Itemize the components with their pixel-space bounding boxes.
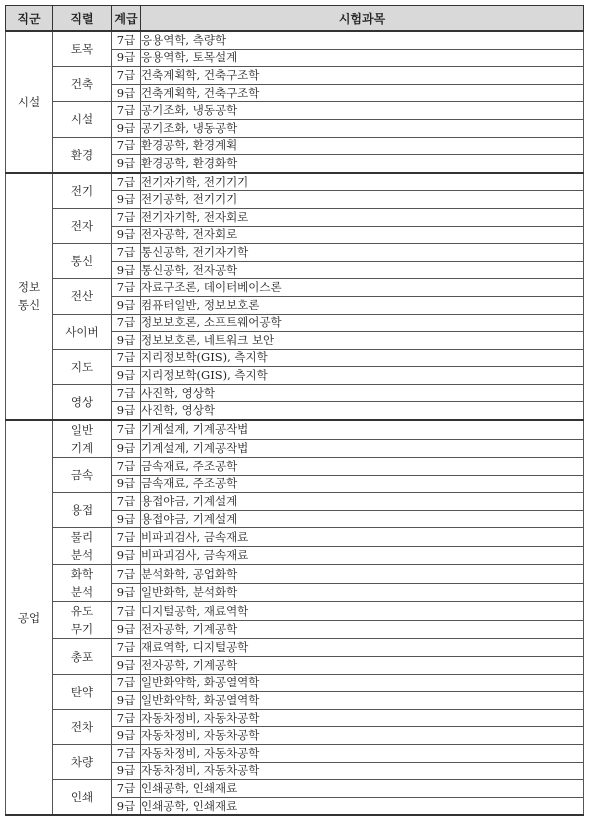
- exam-subjects-cell: 금속재료, 주조공학: [141, 475, 584, 493]
- grade-cell: 9급: [112, 261, 141, 279]
- exam-subjects-cell: 통신공학, 전자공학: [141, 261, 584, 279]
- job-series-label: 전산: [70, 289, 94, 304]
- job-series-label: 전자: [70, 219, 94, 234]
- table-row: [6, 602, 584, 621]
- table-row: [6, 780, 584, 798]
- exam-subjects-cell: 전기자기학, 전자회로: [141, 208, 584, 226]
- grade-cell: 9급: [112, 583, 141, 602]
- grade-cell: 9급: [112, 762, 141, 780]
- exam-subjects-cell: 인쇄공학, 인쇄재료: [141, 780, 584, 798]
- table-row: [6, 458, 584, 476]
- table-row: [6, 528, 584, 547]
- exam-subjects-cell: 일반화학, 분석화학: [141, 583, 584, 602]
- job-series-cell: [53, 780, 112, 816]
- exam-subjects-cell: 자동차정비, 자동차공학: [141, 727, 584, 745]
- table-body: [6, 31, 584, 815]
- exam-subjects-cell: 응용역학, 토목설계: [141, 49, 584, 67]
- grade-cell: 7급: [112, 639, 141, 657]
- exam-subjects-cell: 지리정보학(GIS), 측지학: [141, 349, 584, 367]
- grade-cell: 7급: [112, 208, 141, 226]
- exam-subjects-cell: 공기조화, 냉동공학: [141, 102, 584, 120]
- job-series-label: 용접: [70, 503, 94, 518]
- grade-cell: 9급: [112, 439, 141, 458]
- job-series-label: 분석: [70, 585, 94, 600]
- table-row: [6, 709, 584, 727]
- job-series-cell: [53, 314, 112, 349]
- grade-cell: 9급: [112, 692, 141, 710]
- exam-subjects-cell: 기계설계, 기계공작법: [141, 420, 584, 439]
- grade-cell: 9급: [112, 49, 141, 67]
- grade-cell: 7급: [112, 780, 141, 798]
- grade-cell: 7급: [112, 244, 141, 262]
- grade-cell: 9급: [112, 332, 141, 350]
- header-row: [6, 6, 584, 32]
- job-series-label: 인쇄: [70, 790, 94, 805]
- grade-cell: 7급: [112, 493, 141, 511]
- job-group-cell: [6, 173, 53, 420]
- table-row: [6, 31, 584, 49]
- grade-cell: 7급: [112, 173, 141, 191]
- job-series-label: 일반: [70, 423, 94, 438]
- grade-cell: 7급: [112, 279, 141, 297]
- grade-cell: 9급: [112, 119, 141, 137]
- job-series-cell: [53, 565, 112, 602]
- exam-subjects-cell: 건축계획학, 건축구조학: [141, 84, 584, 102]
- job-group-label: 시설: [17, 94, 41, 109]
- grade-cell: 7급: [112, 314, 141, 332]
- job-series-label: 영상: [70, 394, 94, 409]
- exam-subjects-cell: 분석화학, 공업화학: [141, 565, 584, 584]
- exam-subjects-cell: 용접야금, 기계설계: [141, 510, 584, 528]
- grade-cell: 9급: [112, 402, 141, 420]
- grade-cell: 7급: [112, 458, 141, 476]
- job-series-cell: [53, 67, 112, 102]
- job-series-cell: [53, 173, 112, 209]
- table-row: [6, 349, 584, 367]
- job-series-cell: [53, 244, 112, 279]
- exam-subjects-cell: 비파괴검사, 금속재료: [141, 528, 584, 547]
- table-row: [6, 565, 584, 584]
- table-row: [6, 639, 584, 657]
- header-exam-subjects: 시험과목: [141, 6, 584, 32]
- exam-subjects-cell: 비파괴검사, 금속재료: [141, 546, 584, 565]
- exam-subjects-cell: 전기자기학, 전기기기: [141, 173, 584, 191]
- table-row: [6, 173, 584, 191]
- exam-subjects-cell: 공기조화, 냉동공학: [141, 119, 584, 137]
- table-row: [6, 137, 584, 155]
- job-group-cell: [6, 31, 53, 173]
- exam-subjects-cell: 전자공학, 기계공학: [141, 657, 584, 675]
- grade-cell: 9급: [112, 226, 141, 244]
- grade-cell: 7급: [112, 745, 141, 763]
- exam-subjects-document: [5, 5, 584, 816]
- exam-subjects-cell: 사진학, 영상학: [141, 384, 584, 402]
- job-series-label: 차량: [70, 755, 94, 770]
- job-series-label: 사이버: [65, 324, 99, 339]
- exam-subjects-cell: 기계설계, 기계공작법: [141, 439, 584, 458]
- table-row: [6, 745, 584, 763]
- grade-cell: 9급: [112, 296, 141, 314]
- header-job-series: 직렬: [53, 6, 112, 32]
- grade-cell: 9급: [112, 620, 141, 639]
- job-series-label: 금속: [70, 468, 94, 483]
- grade-cell: 9급: [112, 657, 141, 675]
- exam-subjects-cell: 자동차정비, 자동차공학: [141, 745, 584, 763]
- job-series-label: 지도: [70, 359, 94, 374]
- exam-subjects-table: [5, 5, 584, 816]
- exam-subjects-cell: 환경공학, 환경화학: [141, 155, 584, 173]
- job-group-label: 공업: [17, 610, 41, 625]
- job-series-cell: [53, 528, 112, 565]
- exam-subjects-cell: 환경공학, 환경계획: [141, 137, 584, 155]
- job-series-cell: [53, 349, 112, 384]
- grade-cell: 9급: [112, 475, 141, 493]
- exam-subjects-cell: 응용역학, 측량학: [141, 31, 584, 49]
- header-job-group: 직군: [6, 6, 53, 32]
- grade-cell: 7급: [112, 674, 141, 692]
- job-series-cell: [53, 420, 112, 458]
- grade-cell: 9급: [112, 797, 141, 815]
- table-row: [6, 493, 584, 511]
- exam-subjects-cell: 재료역학, 디지털공학: [141, 639, 584, 657]
- grade-cell: 7급: [112, 420, 141, 439]
- job-group-label: 통신: [17, 298, 41, 313]
- job-series-label: 건축: [70, 77, 94, 92]
- job-series-label: 시설: [70, 112, 94, 127]
- table-row: [6, 102, 584, 120]
- exam-subjects-cell: 일반화약학, 화공열역학: [141, 674, 584, 692]
- job-series-label: 환경: [70, 147, 94, 162]
- exam-subjects-cell: 자료구조론, 데이터베이스론: [141, 279, 584, 297]
- job-series-cell: [53, 458, 112, 493]
- grade-cell: 9급: [112, 191, 141, 209]
- exam-subjects-cell: 용접야금, 기계설계: [141, 493, 584, 511]
- header-grade: 계급: [112, 6, 141, 32]
- job-series-label: 전기: [70, 183, 94, 198]
- job-series-cell: [53, 31, 112, 67]
- job-series-cell: [53, 384, 112, 420]
- exam-subjects-cell: 자동차정비, 자동차공학: [141, 709, 584, 727]
- grade-cell: 9급: [112, 84, 141, 102]
- table-row: [6, 67, 584, 85]
- exam-subjects-cell: 전자공학, 전자회로: [141, 226, 584, 244]
- job-series-cell: [53, 102, 112, 137]
- job-series-cell: [53, 674, 112, 709]
- job-series-cell: [53, 137, 112, 173]
- exam-subjects-cell: 자동차정비, 자동차공학: [141, 762, 584, 780]
- grade-cell: 9급: [112, 155, 141, 173]
- exam-subjects-cell: 정보보호론, 소프트웨어공학: [141, 314, 584, 332]
- job-series-cell: [53, 279, 112, 314]
- table-row: [6, 420, 584, 439]
- grade-cell: 7급: [112, 67, 141, 85]
- exam-subjects-cell: 지리정보학(GIS), 측지학: [141, 367, 584, 385]
- job-series-label: 무기: [70, 622, 94, 637]
- exam-subjects-cell: 컴퓨터일반, 정보보호론: [141, 296, 584, 314]
- job-series-label: 물리: [70, 530, 94, 545]
- grade-cell: 9급: [112, 727, 141, 745]
- job-group-label: 정보: [17, 280, 41, 295]
- exam-subjects-cell: 통신공학, 전기자기학: [141, 244, 584, 262]
- job-series-cell: [53, 709, 112, 744]
- job-series-label: 탄약: [70, 684, 94, 699]
- grade-cell: 7급: [112, 31, 141, 49]
- table-row: [6, 208, 584, 226]
- exam-subjects-cell: 인쇄공학, 인쇄재료: [141, 797, 584, 815]
- table-row: [6, 244, 584, 262]
- grade-cell: 9급: [112, 367, 141, 385]
- job-group-cell: [6, 420, 53, 815]
- grade-cell: 9급: [112, 510, 141, 528]
- exam-subjects-cell: 사진학, 영상학: [141, 402, 584, 420]
- table-row: [6, 674, 584, 692]
- exam-subjects-cell: 금속재료, 주조공학: [141, 458, 584, 476]
- table-row: [6, 314, 584, 332]
- exam-subjects-cell: 건축계획학, 건축구조학: [141, 67, 584, 85]
- job-series-label: 총포: [70, 649, 94, 664]
- table-row: [6, 279, 584, 297]
- grade-cell: 7급: [112, 709, 141, 727]
- job-series-label: 토목: [70, 42, 94, 57]
- job-series-label: 전차: [70, 719, 94, 734]
- job-series-cell: [53, 602, 112, 639]
- job-series-cell: [53, 208, 112, 243]
- exam-subjects-cell: 정보보호론, 네트워크 보안: [141, 332, 584, 350]
- grade-cell: 7급: [112, 602, 141, 621]
- exam-subjects-cell: 전자공학, 기계공학: [141, 620, 584, 639]
- job-series-cell: [53, 745, 112, 780]
- grade-cell: 7급: [112, 384, 141, 402]
- job-series-cell: [53, 639, 112, 674]
- job-series-cell: [53, 493, 112, 528]
- exam-subjects-cell: 일반화약학, 화공열역학: [141, 692, 584, 710]
- grade-cell: 7급: [112, 565, 141, 584]
- table-row: [6, 384, 584, 402]
- job-series-label: 화학: [70, 567, 94, 582]
- grade-cell: 7급: [112, 528, 141, 547]
- job-series-label: 통신: [70, 254, 94, 269]
- job-series-label: 유도: [70, 604, 94, 619]
- exam-subjects-cell: 디지털공학, 재료역학: [141, 602, 584, 621]
- job-series-label: 기계: [70, 441, 94, 456]
- job-series-label: 분석: [70, 548, 94, 563]
- grade-cell: 7급: [112, 102, 141, 120]
- grade-cell: 7급: [112, 137, 141, 155]
- grade-cell: 9급: [112, 546, 141, 565]
- grade-cell: 7급: [112, 349, 141, 367]
- exam-subjects-cell: 전기공학, 전기기기: [141, 191, 584, 209]
